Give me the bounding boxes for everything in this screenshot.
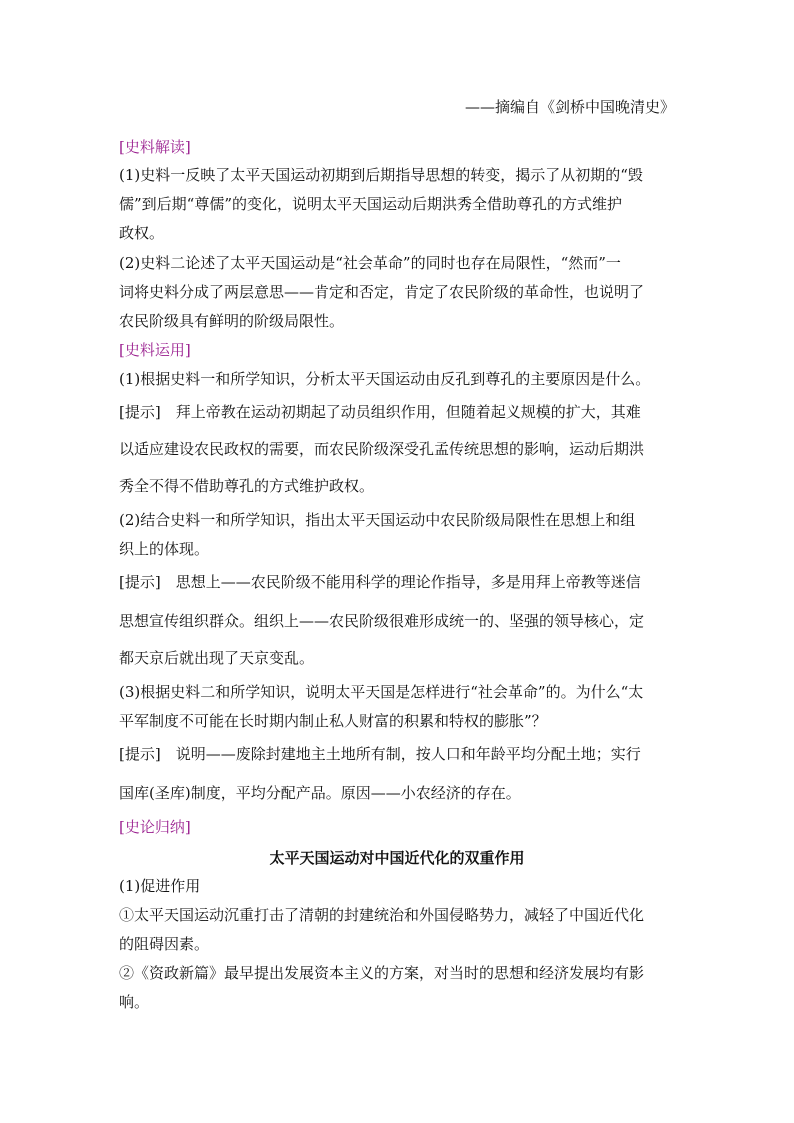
interpretation-p1-line1: (1)史料一反映了太平天国运动初期到后期指导思想的转变，揭示了从初期的“毁 <box>119 166 643 184</box>
summary-item-2-line1: ②《资政新篇》最早提出发展资本主义的方案，对当时的思想和经济发展均有影 <box>119 964 645 982</box>
section-heading-interpretation: [史料解读] <box>119 138 191 156</box>
question-2-line2: 织上的体现。 <box>119 540 210 558</box>
source-citation: ——摘编自《剑桥中国晚清史》 <box>464 98 675 116</box>
interpretation-p1-line3: 政权。 <box>119 224 165 242</box>
summary-item-2-line2: 响。 <box>119 993 150 1011</box>
summary-item-1-line1: ①太平天国运动沉重打击了清朝的封建统治和外国侵略势力，减轻了中国近代化 <box>119 906 645 924</box>
answer-2-line3: 都天京后就出现了天京变乱。 <box>119 649 315 667</box>
summary-item-1-line2: 的阻碍因素。 <box>119 935 210 953</box>
question-3-line1: (3)根据史料二和所学知识，说明太平天国是怎样进行“社会革命”的。为什么“太 <box>119 683 644 701</box>
question-2-line1: (2)结合史料一和所学知识，指出太平天国运动中农民阶级局限性在思想上和组 <box>119 511 636 529</box>
answer-2-line1: [提示] 思想上——农民阶级不能用科学的理论作指导，多是用拜上帝教等迷信 <box>119 573 641 591</box>
section-heading-summary: [史论归纳] <box>119 818 191 836</box>
summary-subheading-1: (1)促进作用 <box>119 877 201 895</box>
interpretation-p1-line2: 儒”到后期“尊儒”的变化，说明太平天国运动后期洪秀全借助尊孔的方式维护 <box>119 195 623 213</box>
answer-2-line2: 思想宣传组织群众。组织上——农民阶级很难形成统一的、坚强的领导核心，定 <box>119 612 645 630</box>
answer-3-line2: 国库(圣库)制度，平均分配产品。原因——小农经济的存在。 <box>119 784 521 802</box>
interpretation-p2-line3: 农民阶级具有鲜明的阶级局限性。 <box>119 312 345 330</box>
question-1: (1)根据史料一和所学知识，分析太平天国运动由反孔到尊孔的主要原因是什么。 <box>119 370 651 388</box>
interpretation-p2-line1: (2)史料二论述了太平天国运动是“社会革命”的同时也存在局限性，“然而”一 <box>119 254 621 272</box>
answer-3-line1: [提示] 说明——废除封建地主土地所有制，按人口和年龄平均分配土地；实行 <box>119 745 641 763</box>
answer-1-line3: 秀全不得不借助尊孔的方式维护政权。 <box>119 477 375 495</box>
section-heading-application: [史料运用] <box>119 341 191 359</box>
question-3-line2: 平军制度不可能在长时期内制止私人财富的积累和特权的膨胀”？ <box>119 712 547 730</box>
summary-title: 太平天国运动对中国近代化的双重作用 <box>269 849 525 867</box>
answer-1-line2: 以适应建设农民政权的需要，而农民阶级深受孔孟传统思想的影响，运动后期洪 <box>119 440 645 458</box>
answer-1-line1: [提示] 拜上帝教在运动初期起了动员组织作用，但随着起义规模的扩大，其难 <box>119 403 641 421</box>
interpretation-p2-line2: 词将史料分成了两层意思——肯定和否定，肯定了农民阶级的革命性，也说明了 <box>119 283 645 301</box>
